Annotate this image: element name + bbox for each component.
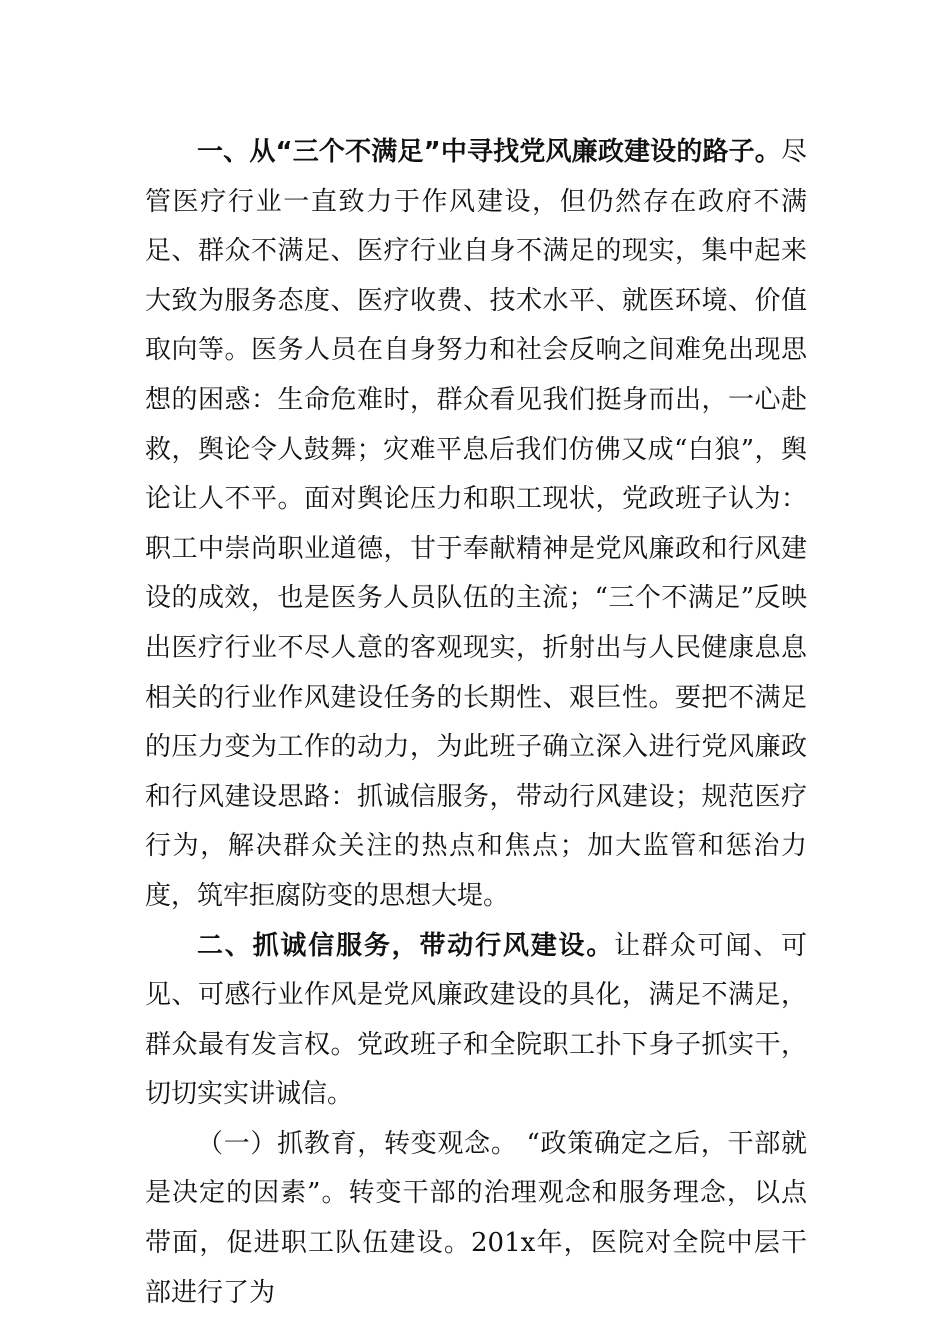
section-heading-2: 二、抓诚信服务，带动行风建设。 [197,930,615,961]
paragraph-2-body: 让群众可闻、可见、可感行业作风是党风廉政建设的具化，满足不满足，群众最有发言权。党政班子和全院职工扑下身子抓实干，切切实实讲诚信。 [145,930,807,1110]
paragraph-1-body: 尽管医疗行业一直致力于作风建设，但仍然存在政府不满足、群众不满足、医疗行业自身不满足的现实，集中起来大致为服务态度、医疗收费、技术水平、就医环境、价值取向等。医务人员在自身努力和社会反响之间难免出现思想的困惑：生命危难时，群众看见我们挺身而出，一心赴救，舆论令人鼓舞；灾难平息后我们仿佛又成“白狼”，舆论让人不平。面对舆论压力和职工现状，党政班子认为：职工中崇尚职业道德，甘于奉献精神是党风廉政和行风建设的成效，也是医务人员队伍的主流；“三个不满足”反映出医疗行业不尽人意的客观现实，折射出与人民健康息息相关的行业作风建设任务的长期性、艰巨性。要把不满足的压力变为工作的动力，为此班子确立深入进行党风廉政和行风建设思路：抓诚信服务，带动行风建设；规范医疗行为，解决群众关注的热点和焦点；加大监管和惩治力度，筑牢拒腐防变的思想大堤。 [145,137,807,911]
document-body [145,128,807,1318]
paragraph-3-body: （一）抓教育，转变观念。 “政策确定之后，干部就是决定的因素”。转变干部的治理观念和服务理念，以点带面，促进职工队伍建设。201x年，医院对全院中层干部进行了为 [145,1128,807,1308]
paragraph-1 [145,128,807,922]
paragraph-3 [145,1120,807,1318]
section-heading-1: 一、从“三个不满足”中寻找党风廉政建设的路子。 [197,137,781,167]
paragraph-2 [145,922,807,1120]
